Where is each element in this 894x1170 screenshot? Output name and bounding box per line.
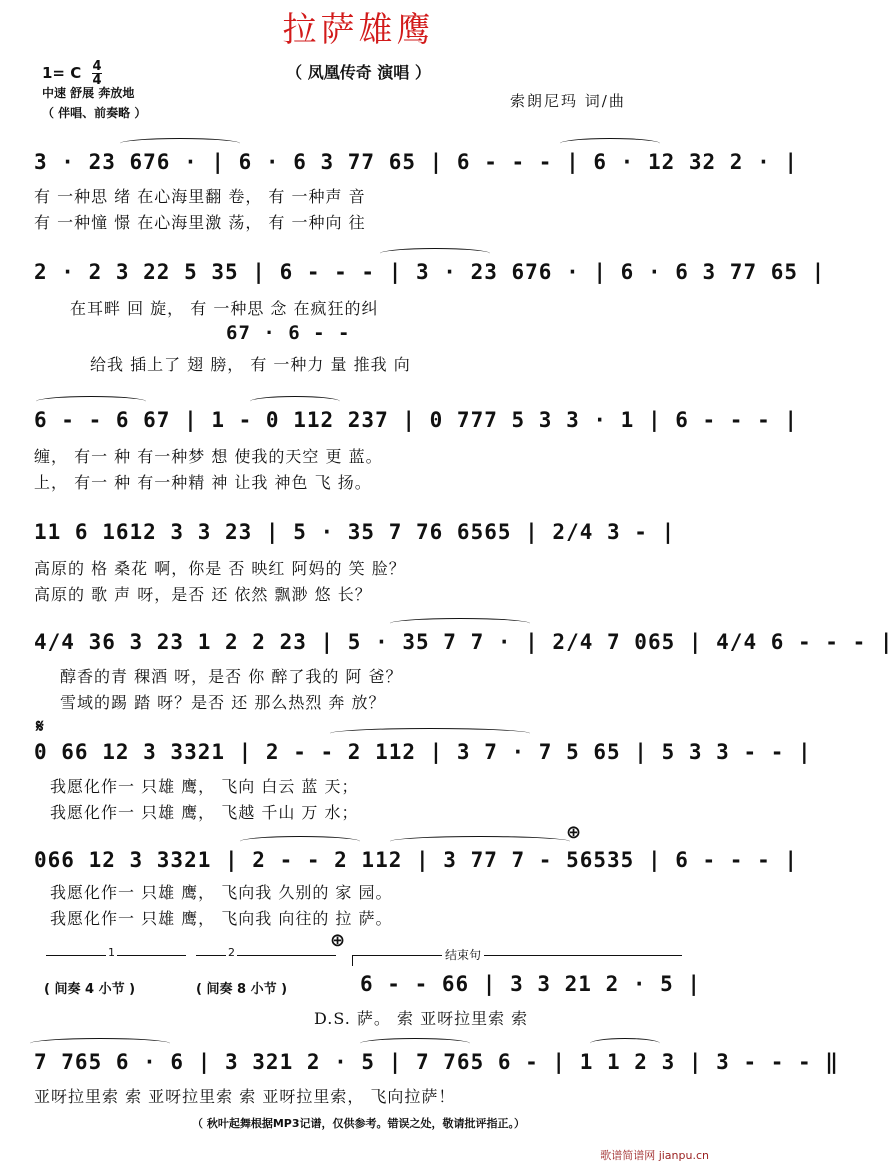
slur-mark: [36, 396, 146, 407]
score-line-9-notes: 7 765 6 · 6 | 3 321 2 · 5 | 7 765 6 - | 1 1 2 3 | 3 - - - ‖: [34, 1050, 839, 1074]
slur-mark: [590, 1038, 660, 1049]
coda-sign: ⊕: [566, 822, 582, 843]
song-title: 拉萨雄鹰: [282, 10, 435, 50]
score-line-3-lyric-verse-1: 缠， 有一 种 有一种梦 想 使我的天空 更 蓝。: [34, 447, 383, 466]
slur-mark: [390, 618, 530, 629]
slur-mark: [390, 836, 570, 847]
coda-sign: ⊕: [330, 930, 346, 951]
score-line-6-notes: 0 66 12 3 3321 | 2 - - 2 112 | 3 7 · 7 5 65 | 5 3 3 - - |: [34, 740, 812, 764]
score-line-2-notes: 2 · 2 3 22 5 35 | 6 - - - | 3 · 23 676 · | 6 · 6 3 77 65 |: [34, 260, 826, 284]
slur-mark: [330, 728, 530, 739]
score-line-8-notes: 6 - - 66 | 3 3 21 2 · 5 |: [360, 972, 702, 996]
score-line-7-lyric-verse-2: 我愿化作一 只雄 鹰， 飞向我 向往的 拉 萨。: [50, 909, 393, 928]
volta-label-1: 1: [108, 946, 115, 959]
time-numerator: 4: [92, 59, 102, 74]
intro-omitted-note: （ 伴唱、前奏略 ）: [42, 106, 147, 120]
segno-sign: 𝄋: [36, 716, 44, 737]
slur-mark: [30, 1038, 170, 1049]
score-line-4-lyric-verse-1: 高原的 格 桑花 啊，你是 否 映红 阿妈的 笑 脸？: [34, 559, 406, 578]
score-line-2-lyric-verse-1: 在耳畔 回 旋， 有 一种思 念 在疯狂的纠: [70, 299, 379, 318]
time-denominator: 4: [92, 73, 102, 88]
score-line-3-notes: 6 - - 6 67 | 1 - 0 112 237 | 0 777 5 3 3 · 1 | 6 - - - |: [34, 408, 799, 432]
score-line-9-lyric: 亚呀拉里索 索 亚呀拉里索 索 亚呀拉里索， 飞向拉萨！: [34, 1087, 456, 1106]
transcriber-note: （ 秋叶起舞根据MP3记谱，仅供参考。错误之处，敬请批评指正。）: [192, 1117, 525, 1130]
slur-mark: [380, 248, 490, 259]
interlude-4-bars: ( 间奏 4 小节 ): [44, 982, 136, 997]
time-signature: [92, 60, 101, 87]
score-line-5-notes: 4/4 36 3 23 1 2 2 23 | 5 · 35 7 7 · | 2/4 7 065 | 4/4 6 - - - |: [34, 630, 894, 654]
score-line-1-notes: 3 · 23 676 · | 6 · 6 3 77 65 | 6 - - - | 6 · 12 32 2 · |: [34, 150, 799, 174]
score-line-1-lyric-verse-1: 有 一种思 绪 在心海里翻 卷， 有 一种声 音: [34, 187, 366, 206]
key-signature: [42, 60, 102, 87]
ending-label: 结束句: [442, 946, 484, 963]
score-line-6-lyric-verse-1: 我愿化作一 只雄 鹰， 飞向 白云 蓝 天；: [50, 777, 359, 796]
score-line-2-lyric-verse-2: 给我 插上了 翅 膀， 有 一种力 量 推我 向: [90, 355, 411, 374]
score-line-2-alt-notes: 67 · 6 - -: [226, 322, 351, 344]
slur-mark: [120, 138, 240, 149]
slur-mark: [360, 1038, 470, 1049]
volta-bracket-2: [196, 946, 336, 959]
score-line-8-lyric: D.S. 萨。 索 亚呀拉里索 索: [314, 1009, 529, 1028]
score-line-4-lyric-verse-2: 高原的 歌 声 呀，是否 还 依然 飘渺 悠 长？: [34, 585, 372, 604]
site-watermark: 歌谱简谱网 jianpu.cn: [600, 1149, 709, 1162]
performer-subtitle: （ 凤凰传奇 演唱 ）: [286, 63, 431, 82]
score-line-5-lyric-verse-2: 雪域的踢 踏 呀？是否 还 那么热烈 奔 放？: [60, 693, 386, 712]
score-line-7-lyric-verse-1: 我愿化作一 只雄 鹰， 飞向我 久别的 家 园。: [50, 883, 393, 902]
interlude-8-bars: ( 间奏 8 小节 ): [196, 982, 288, 997]
key-label: 1= C: [42, 64, 82, 82]
score-line-4-notes: 11 6 1612 3 3 23 | 5 · 35 7 76 6565 | 2/4 3 - |: [34, 520, 676, 544]
slur-mark: [240, 836, 360, 847]
score-line-1-lyric-verse-2: 有 一种憧 憬 在心海里激 荡， 有 一种向 往: [34, 213, 366, 232]
lyricist-composer-credit: 索朗尼玛 词/曲: [510, 92, 626, 110]
score-line-5-lyric-verse-1: 醇香的青 稞酒 呀，是否 你 醉了我的 阿 爸？: [60, 667, 403, 686]
score-line-7-notes: 066 12 3 3321 | 2 - - 2 112 | 3 77 7 - 56535 | 6 - - - |: [34, 848, 799, 872]
score-line-3-lyric-verse-2: 上， 有一 种 有一种精 神 让我 神色 飞 扬。: [34, 473, 372, 492]
volta-label-2: 2: [228, 946, 235, 959]
slur-mark: [560, 138, 660, 149]
score-line-6-lyric-verse-2: 我愿化作一 只雄 鹰， 飞越 千山 万 水；: [50, 803, 359, 822]
ending-bracket: [352, 948, 682, 962]
slur-mark: [250, 396, 340, 407]
volta-bracket-1: [46, 946, 186, 959]
ending-bracket-start-tick: [352, 956, 353, 966]
tempo-marking: 中速 舒展 奔放地: [42, 86, 135, 100]
